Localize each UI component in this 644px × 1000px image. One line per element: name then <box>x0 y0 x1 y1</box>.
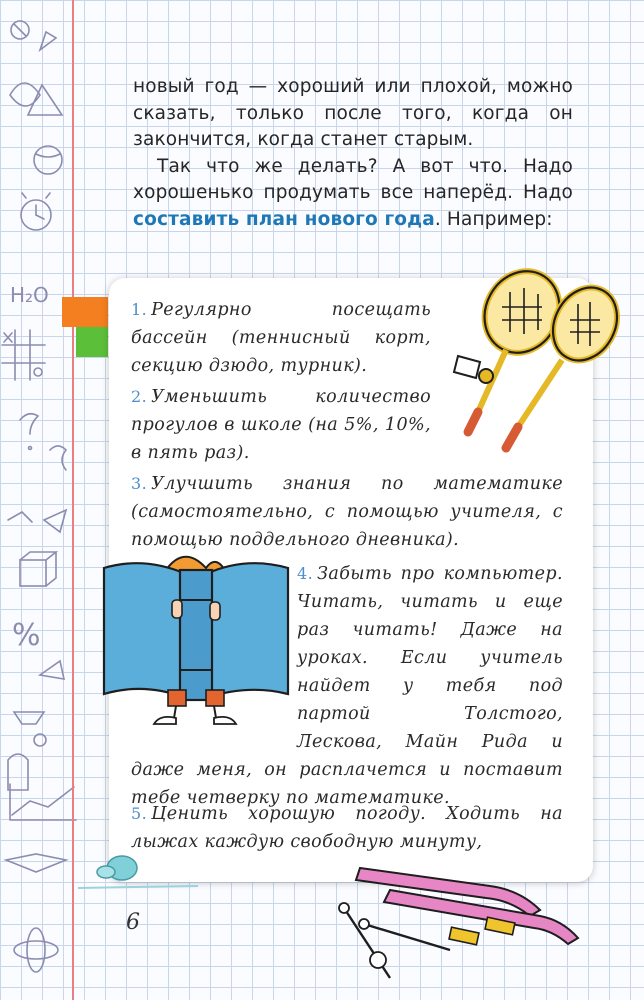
plan-item-number: 5. <box>131 804 148 823</box>
plan-item-text: Ценить хорошую погоду. Ходить на лыжах каждую свободную минуту, <box>131 804 563 852</box>
doodle-formula: H₂O <box>10 283 49 307</box>
page-tab-orange <box>62 297 108 327</box>
page-number: 6 <box>126 910 140 935</box>
svg-text:%: % <box>12 618 41 653</box>
page-tab-green <box>76 327 108 357</box>
plan-item-text: Забыть про компьютер. Читать, читать и еще раз читать! Даже на уроках. Если учитель найдет у тебя под партой Толстого, Лескова, Майн Рида и даже меня, он расплачется и поставит тебе четверку по математике. <box>131 564 563 808</box>
shuttlecock-icon <box>452 348 502 388</box>
doodle-column <box>0 0 90 1000</box>
margin-line <box>72 0 74 1000</box>
plan-item-1 <box>131 296 431 380</box>
skis-icon <box>320 838 590 988</box>
reading-kid-illustration <box>96 540 296 730</box>
intro-paragraph-1: новый год — хороший или плохой, можно сказать, только после того, когда он закончится, когда станет старым. <box>133 76 573 150</box>
plan-item-number: 4. <box>297 564 314 583</box>
pin-line <box>78 884 198 894</box>
plan-item-text: Уменьшить количество прогулов в школе (на 5%, 10%, в пять раз). <box>131 387 431 463</box>
intro-paragraph-2-end: . Например: <box>434 208 553 230</box>
plan-item-number: 3. <box>131 474 148 493</box>
push-pin-icon <box>96 846 146 886</box>
intro-paragraph-2-start: Так что же делать? А вот что. Надо хорошенько продумать все наперёд. Надо <box>133 155 573 203</box>
plan-item-number: 2. <box>131 387 148 406</box>
plan-item-2 <box>131 383 431 467</box>
plan-item-text: Регулярно посещать бассейн (теннисный корт, секцию дзюдо, турник). <box>131 300 431 376</box>
plan-item-text: Улучшить знания по математике (самостоятельно, с помощью учителя, с помощью поддельного дневника). <box>131 474 563 550</box>
highlighted-phrase: составить план нового года <box>133 208 435 230</box>
plan-item-number: 1. <box>131 300 148 319</box>
intro-paragraph-2 <box>133 154 573 234</box>
intro-text <box>133 74 573 233</box>
